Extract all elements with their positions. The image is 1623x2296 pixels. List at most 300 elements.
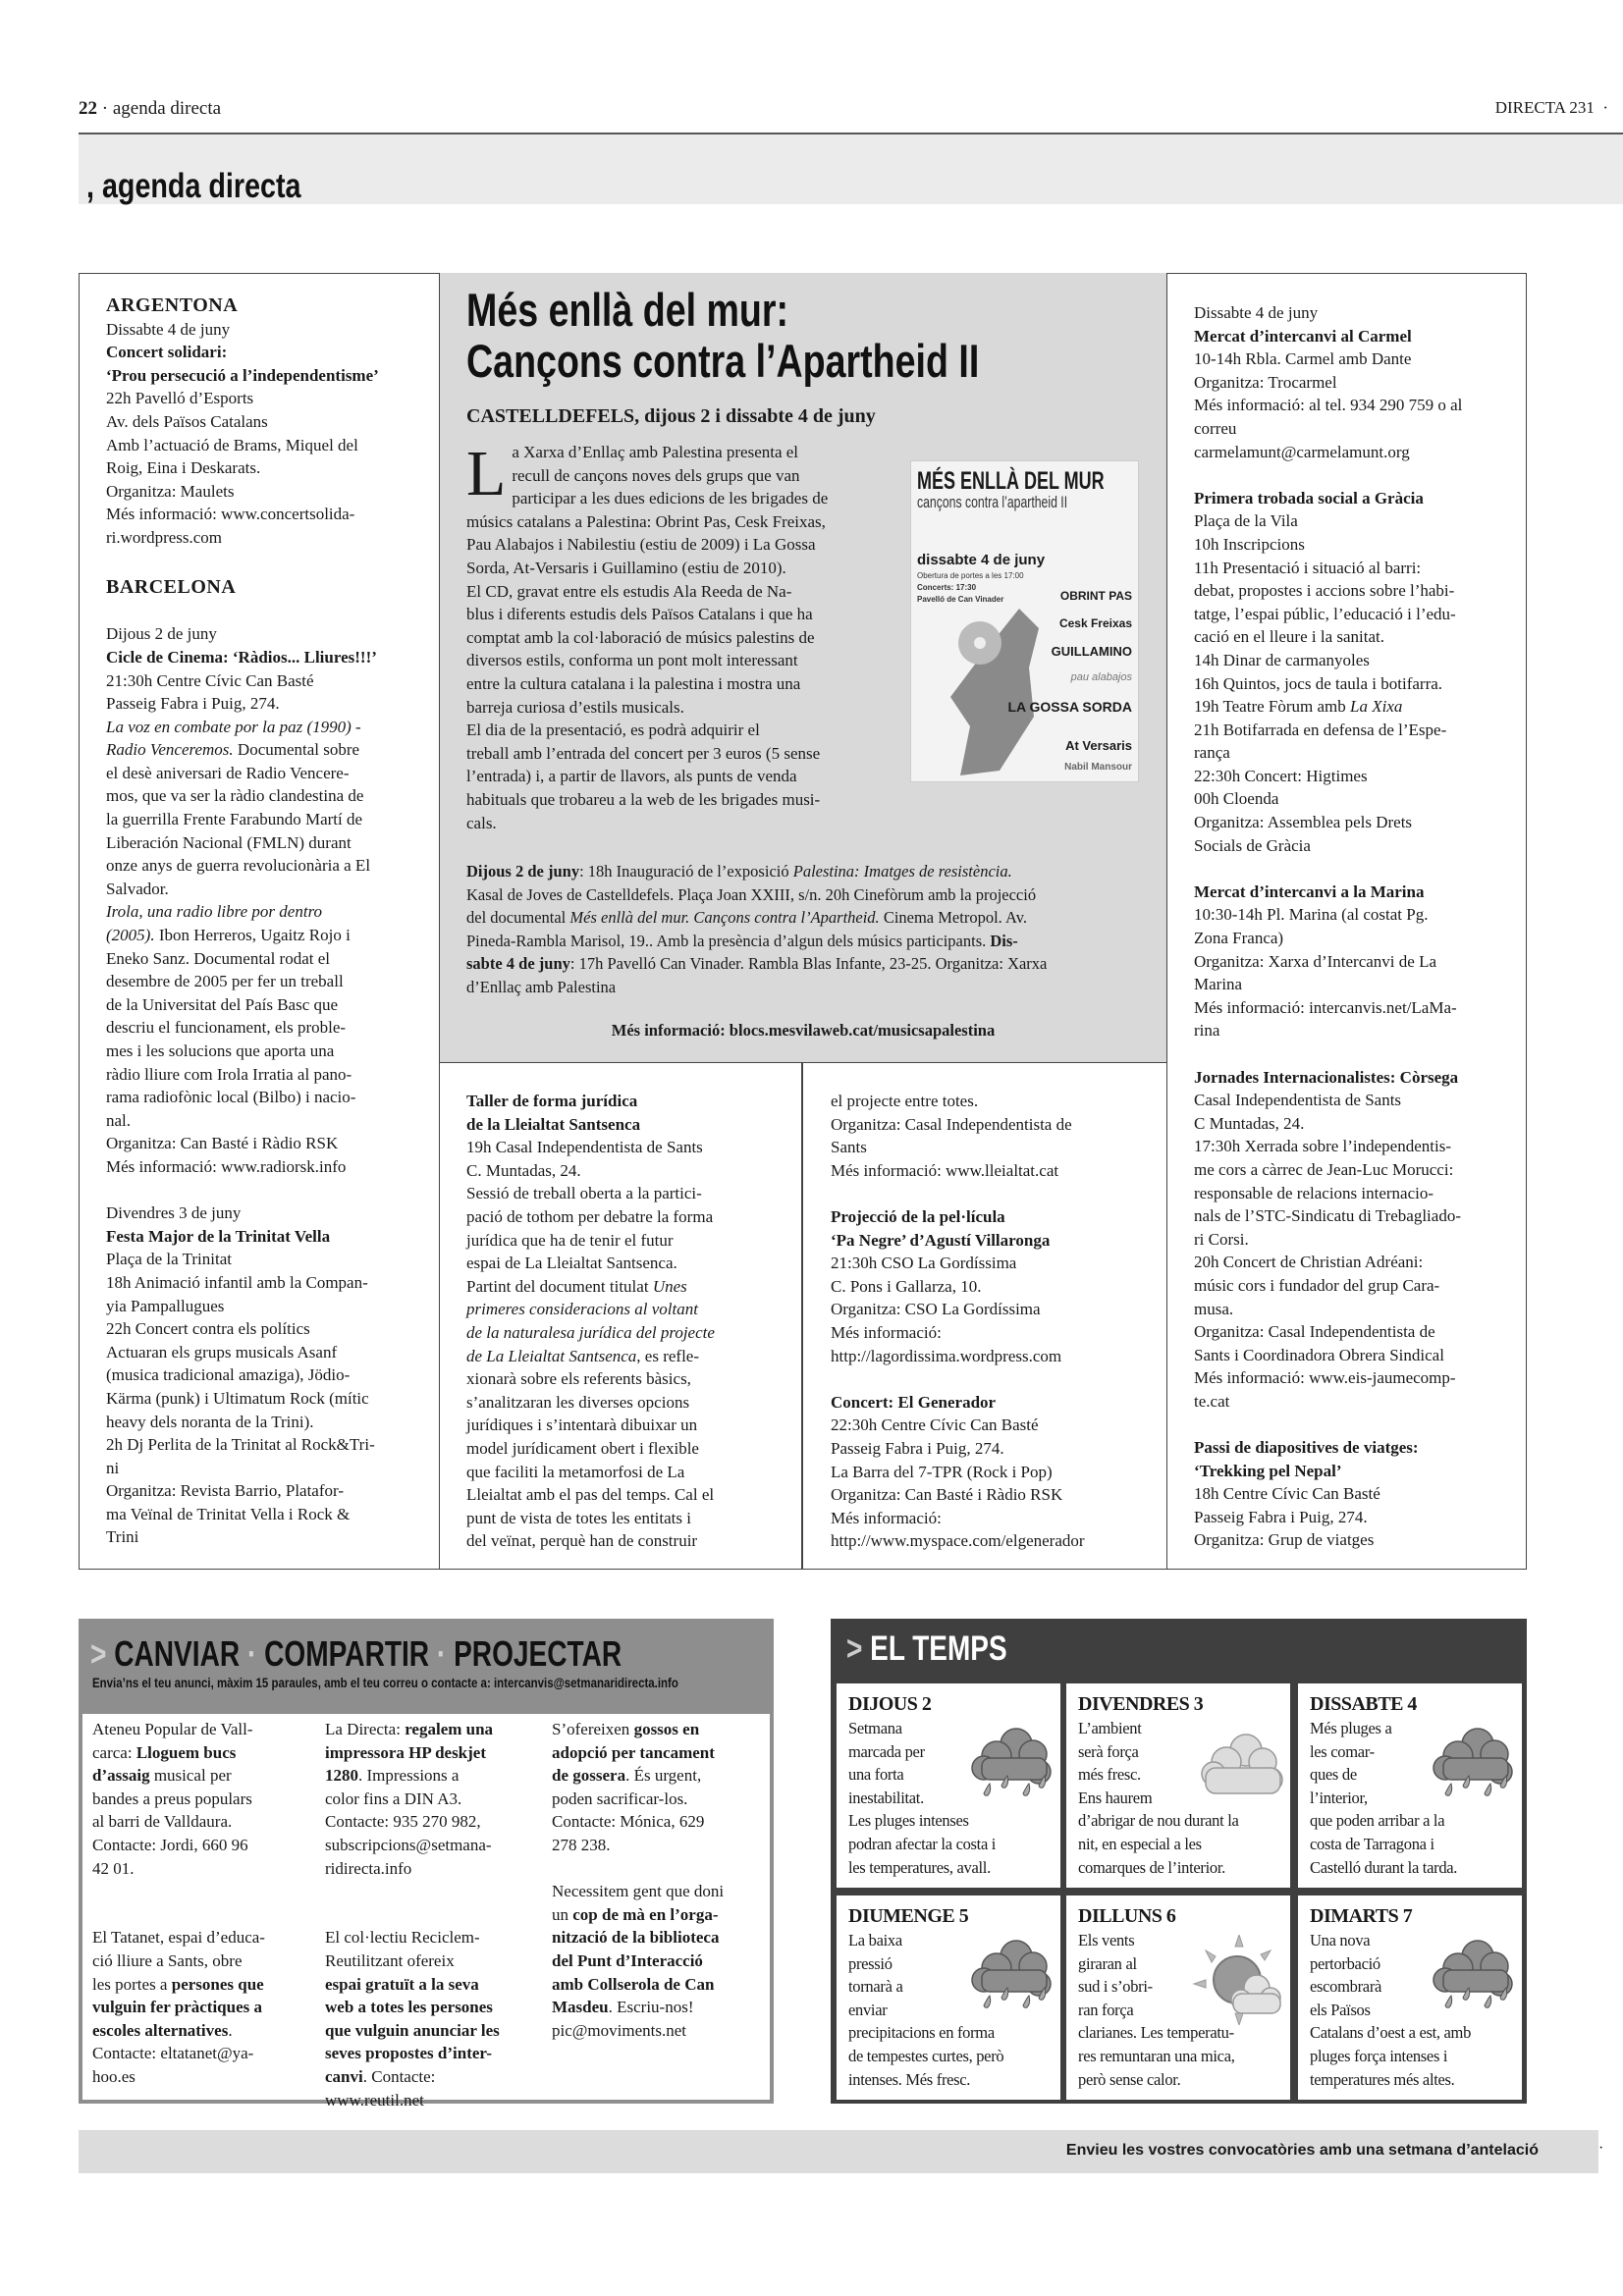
text-run: marcada per [848, 1741, 925, 1761]
text-run: músic cors i fundador del grup Cara- [1194, 1275, 1440, 1295]
text-run: treball amb l’entrada del concert per 3 euros (5 sense [466, 743, 821, 763]
section-title: , agenda directa [86, 167, 301, 205]
text-line [552, 1834, 724, 1857]
header-separator: · [97, 98, 113, 119]
bold-text: cop de mà en l’orga- [572, 1904, 719, 1924]
text-run: Trini [106, 1527, 139, 1547]
text-run: . Impressions a [358, 1766, 460, 1786]
text-run: bandes a preus populars [92, 1789, 252, 1808]
text-line [325, 1810, 500, 1834]
poster-band-name: Cesk Freixas [1058, 616, 1132, 630]
bold-text: Mercat d’intercanvi al Carmel [1194, 326, 1412, 346]
text-line [1194, 927, 1462, 950]
text-run: ques de [1310, 1765, 1357, 1785]
article-body-lines [466, 438, 898, 834]
text-run: res remuntaran una mica, [1078, 2046, 1235, 2065]
rain-icon [962, 1723, 1056, 1813]
text-line [466, 557, 898, 580]
section-band [79, 134, 1623, 204]
text-run: Una nova [1310, 1931, 1371, 1949]
text-line [831, 1136, 1085, 1159]
weather-day-card [1066, 1896, 1290, 2100]
text-run: Contacte: Mónica, 629 [552, 1812, 705, 1832]
text-run: del documental [466, 908, 570, 928]
text-line [106, 572, 379, 600]
blank-line [1194, 1414, 1462, 1437]
text-line [466, 1321, 715, 1345]
text-line [831, 1529, 1085, 1553]
text-run: Organitza: Casal Independentista de [831, 1114, 1072, 1134]
text-line [106, 1525, 379, 1549]
text-line [466, 1483, 715, 1507]
text-line [106, 387, 379, 410]
poster-band-name: OBRINT PAS [1059, 589, 1132, 603]
text-line [106, 1225, 379, 1249]
text-run: Catalans d’oest a est, amb [1310, 2023, 1472, 2043]
text-run: xionarà sobre els referents bàsics, [466, 1369, 691, 1389]
text-line [466, 883, 1047, 907]
text-run: que faciliti la metamorfosi de La [466, 1462, 685, 1481]
text-line [466, 580, 898, 604]
text-run: hoo.es [92, 2066, 135, 2086]
text-run: les comar- [1310, 1741, 1375, 1761]
text-run: www.reutil.net [325, 2090, 424, 2109]
text-run: un [552, 1904, 573, 1924]
text-run: Ens haurem [1078, 1788, 1153, 1807]
text-line [552, 1973, 724, 1997]
text-line [466, 1437, 715, 1461]
bold-text: gossos en [633, 1720, 700, 1738]
text-run: enviar [848, 2000, 888, 2019]
text-line [1078, 1856, 1290, 1880]
text-run: 2h Dj Perlita de la Trinitat al Rock&Tri- [106, 1435, 375, 1455]
text-line [1194, 695, 1462, 719]
text-run: : 18h Inauguració de l’exposició [579, 862, 793, 881]
text-run: de la Universitat del País Basc que [106, 994, 339, 1014]
text-run: s’analitzaran les diverses opcions [466, 1392, 690, 1412]
text-run: una forta [848, 1765, 904, 1785]
event-column-lleialtat [466, 1090, 715, 1553]
text-run: me cors a càrrec de Jean-Luc Morucci: [1194, 1159, 1454, 1179]
text-run: músics catalans a Palestina: Obrint Pas, Cesk Freixas, [466, 511, 826, 531]
text-line [1194, 1228, 1462, 1252]
text-line [466, 487, 898, 510]
text-run: Més informació: www.eis-jaumecomp- [1194, 1368, 1456, 1388]
text-run: a Xarxa d’Enllaç amb Palestina presenta el [512, 443, 799, 461]
text-run: 19h Teatre Fòrum amb [1194, 697, 1351, 717]
text-line [1194, 1344, 1462, 1367]
text-line [1194, 1158, 1462, 1182]
bold-text: Taller de forma jurídica [466, 1092, 638, 1110]
text-line [831, 1229, 1085, 1253]
text-run: Més informació: [831, 1508, 942, 1527]
text-line [1194, 1506, 1462, 1529]
poster-date: dissabte 4 de juny [917, 552, 1046, 568]
text-line [1194, 787, 1462, 811]
text-run: les portes a [92, 1974, 172, 1994]
text-run: descriu el funcionament, els proble- [106, 1018, 347, 1038]
text-run: musa. [1194, 1299, 1234, 1318]
text-line [92, 2065, 265, 2089]
text-line [466, 976, 1047, 999]
text-line [106, 878, 379, 901]
text-run: costa de Tarragona i [1310, 1834, 1434, 1853]
text-line [1194, 394, 1462, 417]
text-line [92, 2042, 265, 2065]
article-title [466, 285, 979, 387]
text-line [1310, 1833, 1522, 1856]
text-line [466, 860, 1047, 883]
bold-text: adopció per tancament [552, 1742, 715, 1762]
blank-line [325, 1903, 500, 1927]
bold-text: vulguin fer pràctiques a [92, 1998, 263, 2017]
text-line [466, 952, 1047, 976]
text-run: pressió [848, 1953, 893, 1973]
text-run: l’interior, [1310, 1788, 1368, 1807]
text-run: Organitza: Can Basté i Ràdio RSK [106, 1134, 339, 1153]
text-run: rança [1194, 743, 1230, 763]
text-run: Zona Franca) [1194, 929, 1284, 948]
blank-line [106, 1179, 379, 1202]
text-line [325, 1949, 500, 1973]
text-run: . Contacte: [362, 2066, 436, 2086]
text-line [848, 2045, 1060, 2068]
text-run: te.cat [1194, 1391, 1230, 1411]
text-line [466, 930, 1047, 953]
text-run: ridirecta.info [325, 1858, 412, 1878]
weather-day-card [837, 1683, 1060, 1888]
text-line [106, 318, 379, 342]
text-line [1194, 417, 1462, 441]
text-line [1194, 1460, 1462, 1483]
text-run: pluges força intenses i [1310, 2046, 1448, 2065]
text-line [831, 1507, 1085, 1530]
text-run: Organitza: Revista Barrio, Platafor- [106, 1481, 344, 1501]
text-line [831, 1414, 1085, 1437]
town-heading: ARGENTONA [106, 294, 239, 316]
text-run: 42 01. [92, 1858, 135, 1878]
text-line [1194, 301, 1462, 325]
text-line [848, 1833, 1060, 1856]
text-line [106, 692, 379, 716]
text-line [106, 1086, 379, 1109]
text-run: Organitza: Trocarmel [1194, 372, 1337, 392]
text-line [1194, 579, 1462, 603]
text-line [552, 1949, 724, 1973]
text-run: S’ofereixen [552, 1720, 634, 1738]
text-line [466, 1298, 715, 1321]
text-line [831, 1113, 1085, 1137]
classifieds-word: COMPARTIR [264, 1633, 430, 1674]
text-line [831, 1252, 1085, 1275]
text-line [1194, 1112, 1462, 1136]
article-subtitle: CASTELLDEFELS, dijous 2 i dissabte 4 de juny [466, 405, 876, 427]
poster-venue: Pavelló de Can Vinader [917, 595, 1004, 604]
text-run: Plaça de la Trinitat [106, 1250, 232, 1269]
text-run: Més pluges a [1310, 1719, 1392, 1737]
text-line [831, 1298, 1085, 1321]
text-line [106, 1248, 379, 1271]
text-line [1194, 649, 1462, 672]
poster-band-name: pau alabajos [1070, 671, 1132, 683]
text-line [1194, 371, 1462, 395]
text-line [1194, 973, 1462, 996]
text-line [106, 434, 379, 457]
bold-text: de la Lleialtat Santsenca [466, 1114, 641, 1134]
text-line [466, 1275, 715, 1299]
article-title-line: Més enllà del mur: [466, 284, 789, 336]
text-line [106, 1155, 379, 1179]
text-line [466, 906, 1047, 930]
text-run: yia Pampallugues [106, 1296, 225, 1315]
text-line [106, 784, 379, 808]
bold-text: nització de la biblioteca [552, 1928, 720, 1948]
text-run: La Directa: [325, 1720, 406, 1738]
text-line [92, 1718, 265, 1741]
bold-text: ‘Trekking pel Nepal’ [1194, 1461, 1342, 1480]
text-run: musical per [149, 1766, 232, 1786]
text-line [106, 291, 379, 318]
text-line [466, 1461, 715, 1484]
text-line [831, 1321, 1085, 1345]
text-line [106, 993, 379, 1017]
cloudy-icon [1192, 1723, 1286, 1813]
text-run: Contacte: Jordi, 660 96 [92, 1835, 248, 1854]
text-line [106, 622, 379, 646]
text-run: 21:30h Centre Cívic Can Basté [106, 670, 314, 690]
partly-sunny-icon [1192, 1935, 1286, 2025]
text-line [92, 1810, 265, 1834]
blank-line [1194, 463, 1462, 487]
text-run: intenses. Més fresc. [848, 2069, 971, 2089]
text-line [466, 1229, 715, 1253]
text-run: mes i les solucions que aporta una [106, 1041, 335, 1060]
text-line [325, 1788, 500, 1811]
article-more-info-link[interactable]: Més informació: blocs.mesvilaweb.cat/musicsapalestina [611, 1021, 996, 1040]
text-run: Ibon Herreros, Ugaitz Rojo i [154, 926, 351, 945]
text-line [106, 900, 379, 924]
text-line [106, 1411, 379, 1434]
text-line [92, 1857, 265, 1881]
text-line [466, 788, 898, 812]
text-run: nal. [106, 1110, 132, 1130]
text-run: model jurídicament obert i flexible [466, 1438, 699, 1458]
text-run: Més informació: al tel. 934 290 759 o al [1194, 396, 1463, 415]
footer-text: Envieu les vostres convocatòries amb una setmana d’antelació [1065, 2142, 1539, 2159]
weather-title [846, 1629, 1007, 1669]
text-line [1194, 325, 1462, 348]
text-line [1194, 1298, 1462, 1321]
classifieds-instructions: Envia’ns el teu anunci, màxim 15 paraules, amb el teu correu o contacte a: intercanvis@setmanaridirecta.info [92, 1675, 678, 1690]
text-line [466, 765, 898, 788]
text-run: Contacte: eltatanet@ya- [92, 2044, 254, 2063]
text-run: però sense calor. [1078, 2069, 1181, 2089]
classified-column [92, 1718, 265, 2089]
text-line [466, 1529, 715, 1553]
weather-day-label: DIVENDRES 3 [1078, 1693, 1204, 1715]
text-run: Els vents [1078, 1931, 1135, 1949]
text-line [831, 1345, 1085, 1368]
text-run: 22h Concert contra els polítics [106, 1319, 310, 1339]
blank-line [831, 1182, 1085, 1205]
text-line [325, 1973, 500, 1997]
concert-poster-image [910, 460, 1139, 782]
weather-day-card [1298, 1683, 1522, 1888]
classifieds-word: PROJECTAR [454, 1633, 622, 1674]
blank-line [1194, 1042, 1462, 1066]
article-body [466, 438, 898, 834]
text-run: Dissabte 4 de juny [106, 319, 231, 339]
text-line [552, 1996, 724, 2019]
bold-text: espai gratuït a la seva [325, 1974, 479, 1994]
bold-text: 1280 [325, 1766, 358, 1786]
separator-dot: · [436, 1633, 447, 1674]
weather-day-label: DIMARTS 7 [1310, 1905, 1413, 1927]
text-run: inestabilitat. [848, 1788, 924, 1807]
text-line [1194, 1182, 1462, 1205]
text-run: espai de La Lleialtat Santsenca. [466, 1254, 677, 1273]
text-run: Roig, Eina i Deskarats. [106, 458, 261, 478]
text-line [106, 480, 379, 504]
bold-text: Passi de diapositives de viatges: [1194, 1438, 1419, 1458]
text-line [466, 464, 898, 488]
text-run: La baixa [848, 1931, 902, 1949]
text-run: l’entrada) i, a partir de llavors, als punts de venda [466, 767, 797, 786]
weather-day-card [837, 1896, 1060, 2100]
text-line [466, 1159, 715, 1183]
text-line [106, 1201, 379, 1225]
text-line [106, 854, 379, 878]
text-run: jurídica que ha de tenir el futur [466, 1230, 674, 1250]
text-line [92, 1788, 265, 1811]
bold-text: Projecció de la pel·lícula [831, 1206, 1005, 1226]
bold-text: Concert solidari: [106, 343, 228, 362]
classifieds-title [90, 1633, 622, 1675]
text-run: Pau Alabajos i Nabilestiu (estiu de 2009) i La Gossa [466, 535, 816, 555]
poster-doors: Obertura de portes a les 17:00 [917, 571, 1024, 580]
text-line [552, 1788, 724, 1811]
text-run: blus i diferents estudis dels Països Catalans i que ha [466, 605, 813, 624]
text-line [552, 1810, 724, 1834]
text-run: Pineda-Rambla Marisol, 19.. Amb la presència d’algun dels músics participants. [466, 931, 991, 950]
text-run: Reutilitzant ofereix [325, 1950, 455, 1970]
rain-icon [962, 1935, 1056, 2025]
italic-text: Unes [652, 1276, 687, 1296]
text-run: Passeig Fabra i Puig, 274. [831, 1438, 1004, 1458]
text-run: sud i s’obri- [1078, 1977, 1153, 1997]
text-line [831, 1483, 1085, 1507]
text-run: 19h Casal Independentista de Sants [466, 1138, 703, 1157]
poster-map-graphic [941, 609, 1049, 775]
text-line [106, 364, 379, 388]
footer-dot: · [1598, 2140, 1604, 2157]
text-run: Eneko Sanz. Documental rodat el [106, 948, 331, 968]
poster-band-name: LA GOSSA SORDA [1007, 699, 1132, 715]
text-line [466, 1136, 715, 1159]
text-run: ma Veïnal de Trinitat Vella i Rock & [106, 1504, 351, 1523]
rain-icon [1424, 1935, 1518, 2025]
blank-line [325, 1880, 500, 1903]
text-run: , es refle- [636, 1346, 700, 1365]
text-line [1194, 950, 1462, 974]
text-line [92, 1973, 265, 1997]
text-line [106, 1063, 379, 1087]
text-line [1078, 2068, 1290, 2092]
text-run: serà força [1078, 1741, 1139, 1761]
text-line [831, 1159, 1085, 1183]
text-line [831, 1275, 1085, 1299]
text-line [466, 626, 898, 650]
text-run: Més informació: www.lleialtat.cat [831, 1160, 1059, 1180]
text-run: 17:30h Xerrada sobre l’independentis- [1194, 1137, 1451, 1156]
bold-text: web a totes les persones [325, 1998, 493, 2017]
text-run: habituals que trobareu a la web de les brigades musi- [466, 789, 821, 809]
text-line [466, 441, 898, 464]
text-run: Kärma (punk) i Ultimatum Rock (mític [106, 1388, 369, 1408]
text-line [325, 2089, 500, 2112]
text-line [325, 1857, 500, 1881]
column-divider [801, 1062, 803, 1570]
page-header-left [79, 98, 221, 120]
text-line [466, 742, 898, 766]
text-line [1194, 509, 1462, 533]
text-run: El dia de la presentació, es podrà adquirir el [466, 721, 760, 740]
text-run: Passeig Fabra i Puig, 274. [1194, 1507, 1368, 1526]
text-run: Organitza: Assemblea pels Drets [1194, 813, 1413, 832]
bold-text: ‘Pa Negre’ d’Agustí Villaronga [831, 1230, 1051, 1250]
text-run: 278 238. [552, 1835, 611, 1854]
text-line [1194, 1436, 1462, 1460]
text-run: Organitza: Casal Independentista de [1194, 1322, 1435, 1342]
text-run: temperatures més altes. [1310, 2069, 1455, 2089]
text-run: http://lagordissima.wordpress.com [831, 1346, 1062, 1365]
text-line [106, 924, 379, 947]
text-line [466, 1113, 715, 1137]
blank-line [1194, 857, 1462, 881]
text-line [106, 526, 379, 550]
text-line [92, 1926, 265, 1949]
town-heading: BARCELONA [106, 576, 237, 599]
text-run: ran força [1078, 2000, 1134, 2019]
text-run: . És urgent, [625, 1766, 702, 1786]
text-line [106, 1109, 379, 1133]
rain-icon [1424, 1723, 1518, 1813]
text-run: Divendres 3 de juny [106, 1203, 242, 1223]
bold-text: canvi [325, 2066, 363, 2086]
text-run: pació de tothom per debatre la forma [466, 1206, 714, 1226]
weather-day-label: DILLUNS 6 [1078, 1905, 1176, 1927]
italic-text: Irola, una radio libre por dentro [106, 902, 323, 922]
text-line [1194, 1274, 1462, 1298]
text-run: C. Pons i Gallarza, 10. [831, 1276, 982, 1296]
text-run: . [228, 2020, 233, 2040]
text-line [1194, 441, 1462, 464]
event-column-projections [831, 1090, 1085, 1553]
text-run: clarianes. Les temperatu- [1078, 2023, 1234, 2043]
text-line [106, 1363, 379, 1387]
separator-dot: · [246, 1633, 257, 1674]
text-run: Organitza: Maulets [106, 481, 235, 501]
italic-text: de La Lleialtat Santsenca [466, 1346, 637, 1365]
text-run: Sorda, At-Versaris i Guillamino (estiu de 2010). [466, 558, 786, 577]
text-run: Més informació: www.concertsolida- [106, 505, 355, 524]
text-run: 00h Cloenda [1194, 789, 1279, 809]
text-run: Setmana [848, 1719, 902, 1737]
text-run: 10h Inscripcions [1194, 534, 1305, 554]
text-run: del veïnat, perquè han de construir [466, 1531, 698, 1551]
text-line [106, 503, 379, 526]
text-run: Castelló durant la tarda. [1310, 1857, 1458, 1877]
